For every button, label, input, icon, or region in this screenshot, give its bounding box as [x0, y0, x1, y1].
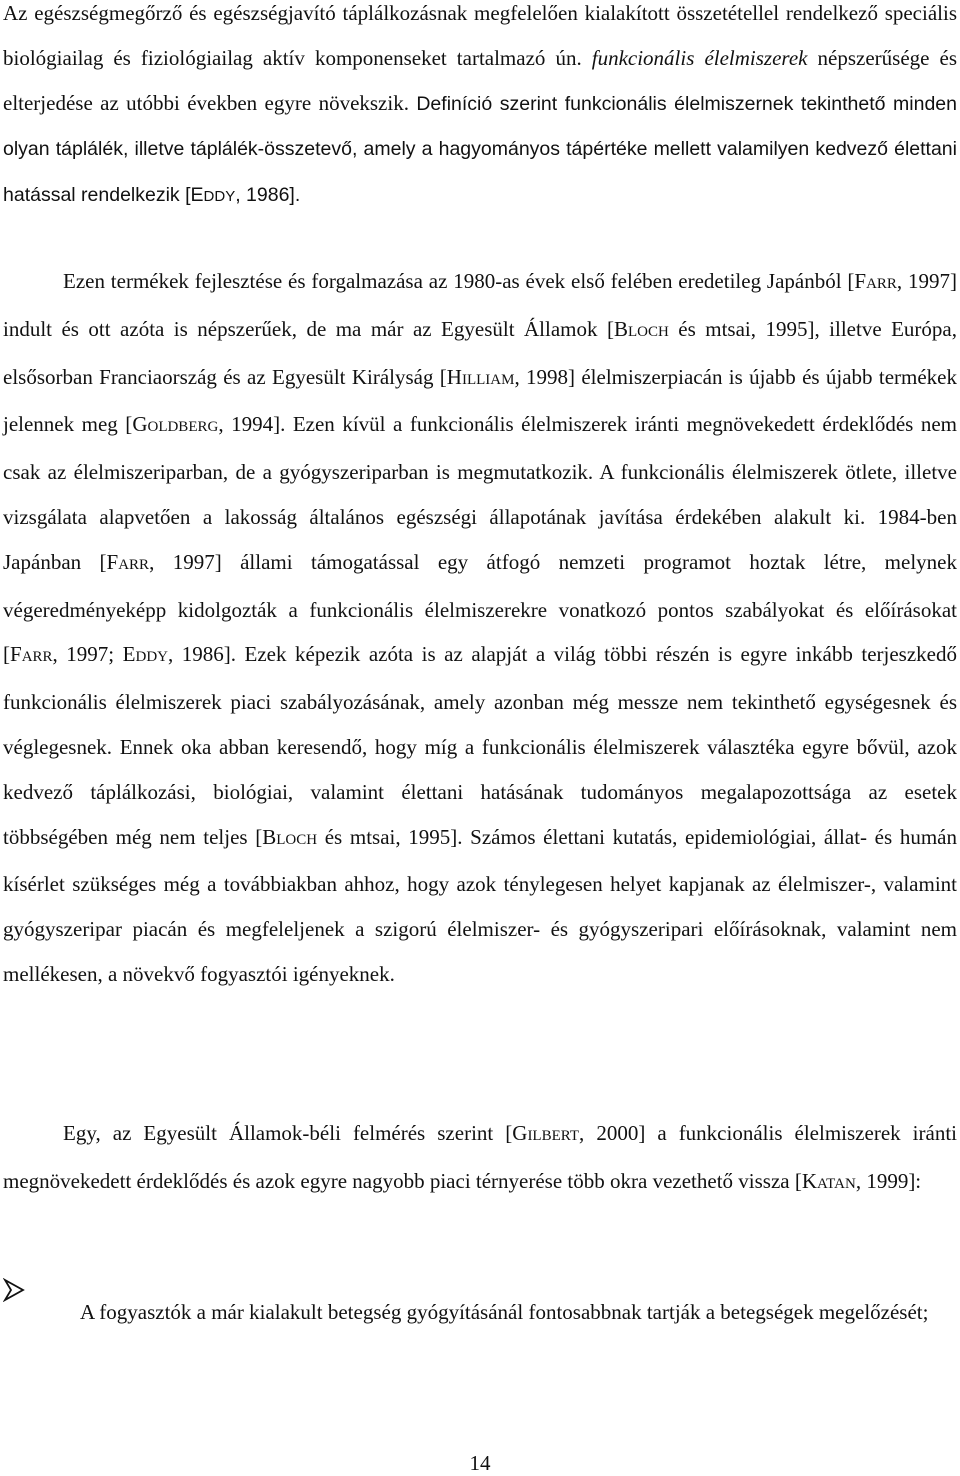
text-run: és mtsai, 1995]. Számos élettani kutatás, epidemiológiai, állat- és humán kísérlet szükséges még a továbbiakban ahhoz, hogy azok ténylegesen helyet kapjanak az élelmiszer-, valamint gyógyszeripar piacán és megfeleljenek a szigorú élelmiszer- és gyógyszeripari előírásoknak, valamint nem mellékesen, a növekvő fogyasztói igényeknek. [3, 824, 957, 986]
citation-initial: B [613, 316, 628, 341]
intro-text-continued: népszerűsége és elterjedése az utóbbi években egyre növekszik. [3, 45, 957, 115]
citation-initial: K [801, 1168, 818, 1193]
definition-text: Definíció szerint funkcionális élelmiszernek tekinthető minden olyan táplálék, illetve táplálék-összetevő, amely a hagyományos tápértéke mellett valamilyen kedvező élettani hatással rendelkezik [ [3, 92, 957, 207]
emphasis-functional-foods: funkcionális élelmiszerek [591, 45, 808, 70]
citation-smallcaps: ARR [118, 556, 150, 573]
intro-text: Az egészségmegőrző és egészségjavító táplálkozásnak megfelelően kialakított összetétellel rendelkező speciális biológiailag és fiziológiailag aktív komponenseket tartalmazó ún. [3, 1, 957, 70]
citation-initial: F [106, 549, 119, 574]
citation-author-smallcaps: DDY [203, 188, 236, 206]
text-run: Ezen termékek fejlesztése és forgalmazása az 1980-as évek első felében eredetileg Japánból [ [63, 269, 855, 293]
text-run: , 1998] élelmiszerpiacán is újabb és újabb termékek jelennek meg [ [3, 364, 957, 437]
page-number: 14 [469, 1451, 491, 1475]
bullet-list-item [3, 1269, 957, 1356]
citation-smallcaps: ARR [21, 649, 53, 666]
citation-initial: F [10, 642, 22, 667]
citation-initial: B [262, 824, 277, 849]
paragraph-history [3, 259, 957, 997]
citation-initial: H [446, 364, 462, 389]
text-run: , 1999]: [855, 1168, 922, 1193]
text-run: , 1997; [52, 642, 123, 667]
citation-smallcaps: ATAN [817, 1175, 856, 1192]
text-run: , 1997] indult és ott azóta is népszerűek, de ma már az Egyesült Államok [ [3, 269, 957, 341]
text-run: , 1986]. Ezek képezik azóta is az alapját a világ többi részén is egyre inkább terjeszkedő funkcionális élelmiszerek piaci szabályozásának, amely azonban még messze nem tekinthető egységesnek és véglegesnek. Ennek oka abban keresendő, hogy míg a funkcionális élelmiszerek választéka egyre bővül, azok kedvező táplálkozási, biológiai, valamint élettani hatásának tudományos megalapozottsága az esetek többségében még nem teljes [ [3, 642, 957, 849]
text-run: és mtsai, 1995], illetve Európa, elsősorban Franciaország és az Egyesült Királyság [ [3, 316, 957, 389]
citation-initial: E [122, 642, 136, 667]
paragraph-survey [3, 1111, 957, 1207]
citation-smallcaps: ILLIAM [461, 371, 515, 388]
citation-author-initial: E [190, 184, 204, 207]
text-run: , 1997] állami támogatással egy átfogó nemzeti programot hoztak létre, melynek végeredményeképp kidolgozták a funkcionális élelmiszerekre vonatkozó pontos szabályokat és előírásokat [ [3, 549, 957, 667]
text-run: , 1994]. Ezen kívül a funkcionális élelmiszerek iránti megnövekedett érdeklődés nem csak az élelmiszeriparban, de a gyógyszeriparban is megmutatkozik. A funkcionális élelmiszerek ötlete, illetve vizsgálata alapvetően a lakosság általános egészségi állapotának javítása érdekében alakult ki. 1984-ben Japánban [ [3, 412, 958, 574]
text-run: , 2000] a funkcionális élelmiszerek iránti megnövekedett érdeklődés és azok egyre nagyobb piaci térnyerése több okra vezethető vissza [ [3, 1121, 957, 1193]
citation-smallcaps: ILBERT [527, 1128, 580, 1144]
citation-smallcaps: DDY [135, 649, 168, 666]
citation-smallcaps: ARR [866, 276, 897, 292]
paragraph-intro [3, 0, 957, 220]
citation-smallcaps: OLDBERG [147, 419, 219, 436]
text-run: Egy, az Egyesült Államok-béli felmérés szerint [ [63, 1121, 513, 1145]
citation-year: , 1986]. [235, 184, 301, 207]
citation-smallcaps: LOCH [276, 831, 318, 848]
citation-initial: G [512, 1121, 528, 1145]
citation-initial: F [854, 269, 867, 293]
citation-smallcaps: LOCH [627, 323, 669, 340]
citation-initial: G [132, 412, 148, 437]
arrowhead-bullet-icon [3, 1278, 25, 1302]
bullet-text: A fogyasztók a már kialakult betegség gyógyításánál fontosabbnak tartják a betegségek megelőzését; [80, 1300, 929, 1324]
